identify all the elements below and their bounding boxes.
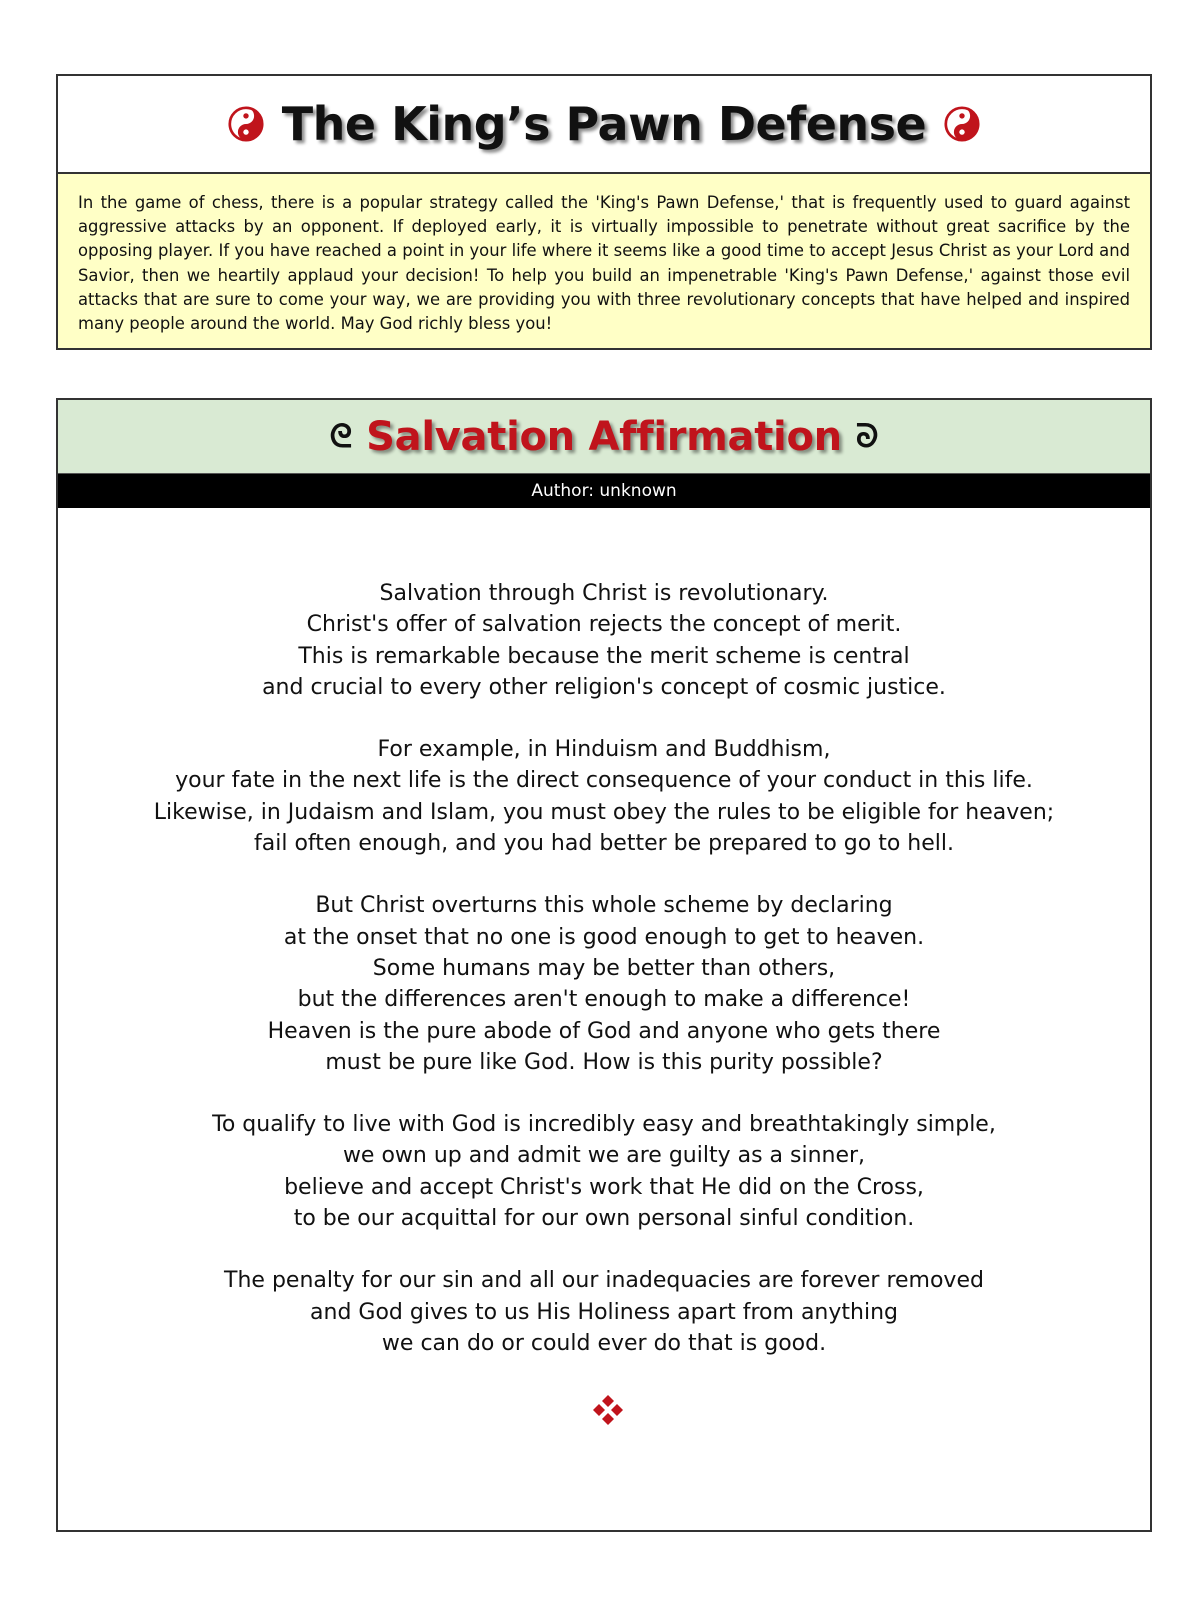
poem-line: Heaven is the pure abode of God and anyone who gets there: [267, 1018, 941, 1044]
poem-line: This is remarkable because the merit scheme is central: [298, 643, 910, 669]
right-flourish-icon: ᘐ: [855, 417, 879, 455]
stanza: [58, 890, 1150, 1078]
poem-line: your fate in the next life is the direct consequence of your conduct in this life.: [175, 768, 1033, 794]
poem-line: at the onset that no one is good enough to get to heaven.: [283, 924, 925, 950]
salvation-affirmation-panel: [56, 398, 1152, 1532]
section-title: Salvation Affirmation: [366, 413, 842, 460]
poem-line: Some humans may be better than others,: [372, 955, 836, 981]
poem-line: The penalty for our sin and all our inadequacies are forever removed: [224, 1268, 984, 1294]
stanza: [58, 1109, 1150, 1234]
poem-line: fail often enough, and you had better be prepared to go to hell.: [254, 831, 954, 857]
four-diamonds-icon: [591, 1393, 625, 1427]
poem-line: but the differences aren't enough to make a difference!: [297, 987, 911, 1013]
poem: [58, 578, 1150, 1359]
author-label: Author: unknown: [531, 481, 677, 501]
intro-panel: [56, 74, 1152, 350]
yin-yang-icon: [228, 106, 264, 142]
poem-line: must be pure like God. How is this purity possible?: [325, 1049, 883, 1075]
poem-line: But Christ overturns this whole scheme by declaring: [315, 893, 893, 919]
poem-line: to be our acquittal for our own personal sinful condition.: [293, 1206, 915, 1232]
title-bar: [58, 76, 1150, 174]
left-flourish-icon: ᘓ: [329, 417, 353, 455]
poem-line: Christ's offer of salvation rejects the concept of merit.: [306, 612, 902, 638]
poem-line: and crucial to every other religion's concept of cosmic justice.: [262, 674, 946, 700]
poem-line: and God gives to us His Holiness apart from anything: [310, 1299, 898, 1325]
poem-line: Likewise, in Judaism and Islam, you must obey the rules to be eligible for heaven;: [153, 799, 1055, 825]
poem-line: Salvation through Christ is revolutionary.: [379, 581, 829, 606]
poem-line: To qualify to live with God is incredibly easy and breathtakingly simple,: [212, 1112, 996, 1138]
poem-line: For example, in Hinduism and Buddhism,: [377, 737, 831, 763]
stanza: [58, 734, 1150, 859]
poem-line: we own up and admit we are guilty as a sinner,: [342, 1143, 866, 1169]
section-header: [58, 400, 1150, 474]
yin-yang-icon: [944, 106, 980, 142]
stanza: [58, 1265, 1150, 1359]
author-bar: [58, 474, 1150, 508]
page-title: The King’s Pawn Defense: [281, 97, 927, 151]
poem-line: we can do or could ever do that is good.: [381, 1330, 827, 1356]
stanza: [58, 578, 1150, 703]
poem-line: believe and accept Christ's work that He did on the Cross,: [284, 1174, 924, 1200]
intro-text: In the game of chess, there is a popular strategy called the 'King's Pawn Defense,' that is frequently used to guard against aggressive attacks by an opponent. If deployed early, it is virtually impossible to penetrate without great sacrifice by the opposing player. If you have reached a point in your life where it seems like a good time to accept Jesus Christ as your Lord and Savior, then we heartily applaud your decision! To help you build an impenetrable 'King's Pawn Defense,' against those evil attacks that are sure to come your way, we are providing you with three revolutionary concepts that have helped and inspired many people around the world. May God richly bless you!: [58, 174, 1150, 348]
